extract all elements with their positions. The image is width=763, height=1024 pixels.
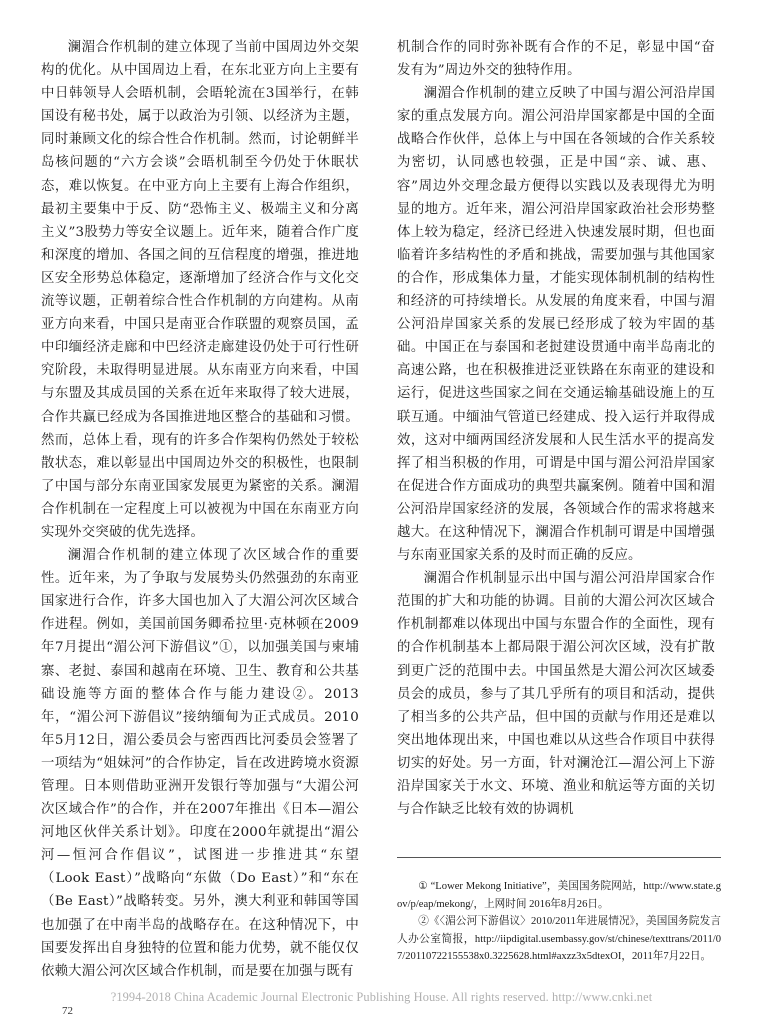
left-column <box>41 36 359 983</box>
footnote-2: ②《〈湄公河下游倡议〉2010/2011年进展情况》，美国国务院发言人办公室简报，http://iipdigital.usembassy.gov/st/chinese/texttrans/2011/07/20110722155538x0.3225628.html#axzz3x5dtexOI，2011年7月22日。 <box>397 916 721 963</box>
paragraph: 澜湄合作机制的建立体现了次区域合作的重要性。近年来，为了争取与发展势头仍然强劲的东南亚国家进行合作，许多大国也加入了大湄公河次区域合作进程。例如，美国前国务卿希拉里·克林顿在2009年7月提出“湄公河下游倡议”①，以加强美国与柬埔寨、老挝、泰国和越南在环境、卫生、教育和公共基础设施等方面的整体合作与能力建设②。2013年，“湄公河下游倡议”接纳缅甸为正式成员。2010年5月12日，湄公委员会与密西西比河委员会签署了一项结为“姐妹河”的合作协定，旨在改进跨境水资源管理。日本则借助亚洲开发银行等加强与“大湄公河次区域合作”的合作，并在2007年推出《日本—湄公河地区伙伴关系计划》。印度在2000年就提出“湄公河—恒河合作倡议”，试图进一步推进其“东望（Look East）”战略向“东做（Do East）”和“东在（Be East）”战略转变。另外，澳大利亚和韩国等国也加强了在中南半岛的战略存在。在这种情况下，中国要发挥出自身独特的位置和能力优势，就不能仅仅依赖大湄公河次区域合作机制，而是要在加强与既有 <box>41 548 359 979</box>
paragraph: 澜湄合作机制显示出中国与湄公河沿岸国家合作范围的扩大和功能的协调。目前的大湄公河次区域合作机制都难以体现出中国与东盟合作的全面性，现有的合作机制基本上都局限于湄公河次区域，没有扩散到更广泛的范围中去。中国虽然是大湄公河次区域委员会的成员，参与了其几乎所有的项目和活动，提供了相当多的公共产品，但中国的贡献与作用还是难以突出地体现出来，中国也难以从这些合作项目中获得切实的好处。另一方面，针对澜沧江—湄公河上下游沿岸国家关于水文、环境、渔业和航运等方面的关切与合作缺乏比较有效的协调机 <box>397 571 715 818</box>
footnote-1: ① “Lower Mekong Initiative”，美国国务院网站，http://www.state.gov/p/eap/mekong/，上网时间 2016年8月26日。 <box>397 881 721 910</box>
publisher-watermark: ?1994-2018 China Academic Journal Electronic Publishing House. All rights reserved. http://www.cnki.net <box>110 990 653 1004</box>
footnote-divider <box>397 857 721 858</box>
paragraph: 澜湄合作机制的建立体现了当前中国周边外交架构的优化。从中国周边上看，在东北亚方向上主要有中日韩领导人会晤机制，会晤轮流在3国举行，在韩国设有秘书处，属于以政治为引领、以经济为主题，同时兼顾文化的综合性合作机制。然而，讨论朝鲜半岛核问题的“六方会谈”会晤机制至今仍处于休眠状态，难以恢复。在中亚方向上主要有上海合作组织，最初主要集中于反、防“恐怖主义、极端主义和分离主义”3股势力等安全议题上。近年来，随着合作广度和深度的增加、各国之间的互信程度的增强，推进地区安全形势总体稳定，逐渐增加了经济合作与文化交流等议题，正朝着综合性合作机制的方向建构。从南亚方向来看，中国只是南亚合作联盟的观察员国，孟中印缅经济走廊和中巴经济走廊建设仍处于可行性研究阶段，未取得明显进展。从东南亚方向来看，中国与东盟及其成员国的关系在近年来取得了较大进展，合作共赢已经成为各国推进地区整合的基础和习惯。然而，总体上看，现有的许多合作架构仍然处于较松散状态，难以彰显出中国周边外交的积极性，也限制了中国与部分东南亚国家发展更为紧密的关系。澜湄合作机制在一定程度上可以被视为中国在东南亚方向实现外交突破的优先选择。 <box>41 40 359 540</box>
footnotes <box>397 878 721 966</box>
page-number: 72 <box>62 1005 73 1017</box>
paragraph-continued: 机制合作的同时弥补既有合作的不足，彰显中国“奋发有为”周边外交的独特作用。 <box>397 40 715 79</box>
right-column <box>397 36 715 821</box>
paragraph: 澜湄合作机制的建立反映了中国与湄公河沿岸国家的重点发展方向。湄公河沿岸国家都是中国的全面战略合作伙伴，总体上与中国在各领域的合作关系较为密切，认同感也较强，正是中国“亲、诚、惠、容”周边外交理念最方便得以实践以及表现得尤为明显的地方。近年来，湄公河沿岸国家政治社会形势整体上较为稳定，经济已经进入快速发展时期，但也面临着许多结构性的矛盾和挑战，需要加强与其他国家的合作，形成集体力量，才能实现体制机制的结构性和经济的可持续增长。从发展的角度来看，中国与湄公河沿岸国家关系的发展已经形成了较为牢固的基础。中国正在与泰国和老挝建设贯通中南半岛南北的高速公路，也在积极推进泛亚铁路在东南亚的建设和运行，促进这些国家之间在交通运输基础设施上的互联互通。中缅油气管道已经建成、投入运行并取得成效，这对中缅两国经济发展和人民生活水平的提高发挥了相当积极的作用，可谓是中国与湄公河沿岸国家在促进合作方面成功的典型共赢案例。随着中国和湄公河沿岸国家经济的发展，各领域合作的需求将越来越大。在这种情况下，澜湄合作机制可谓是中国增强与东南亚国家关系的及时而正确的反应。 <box>397 86 715 564</box>
